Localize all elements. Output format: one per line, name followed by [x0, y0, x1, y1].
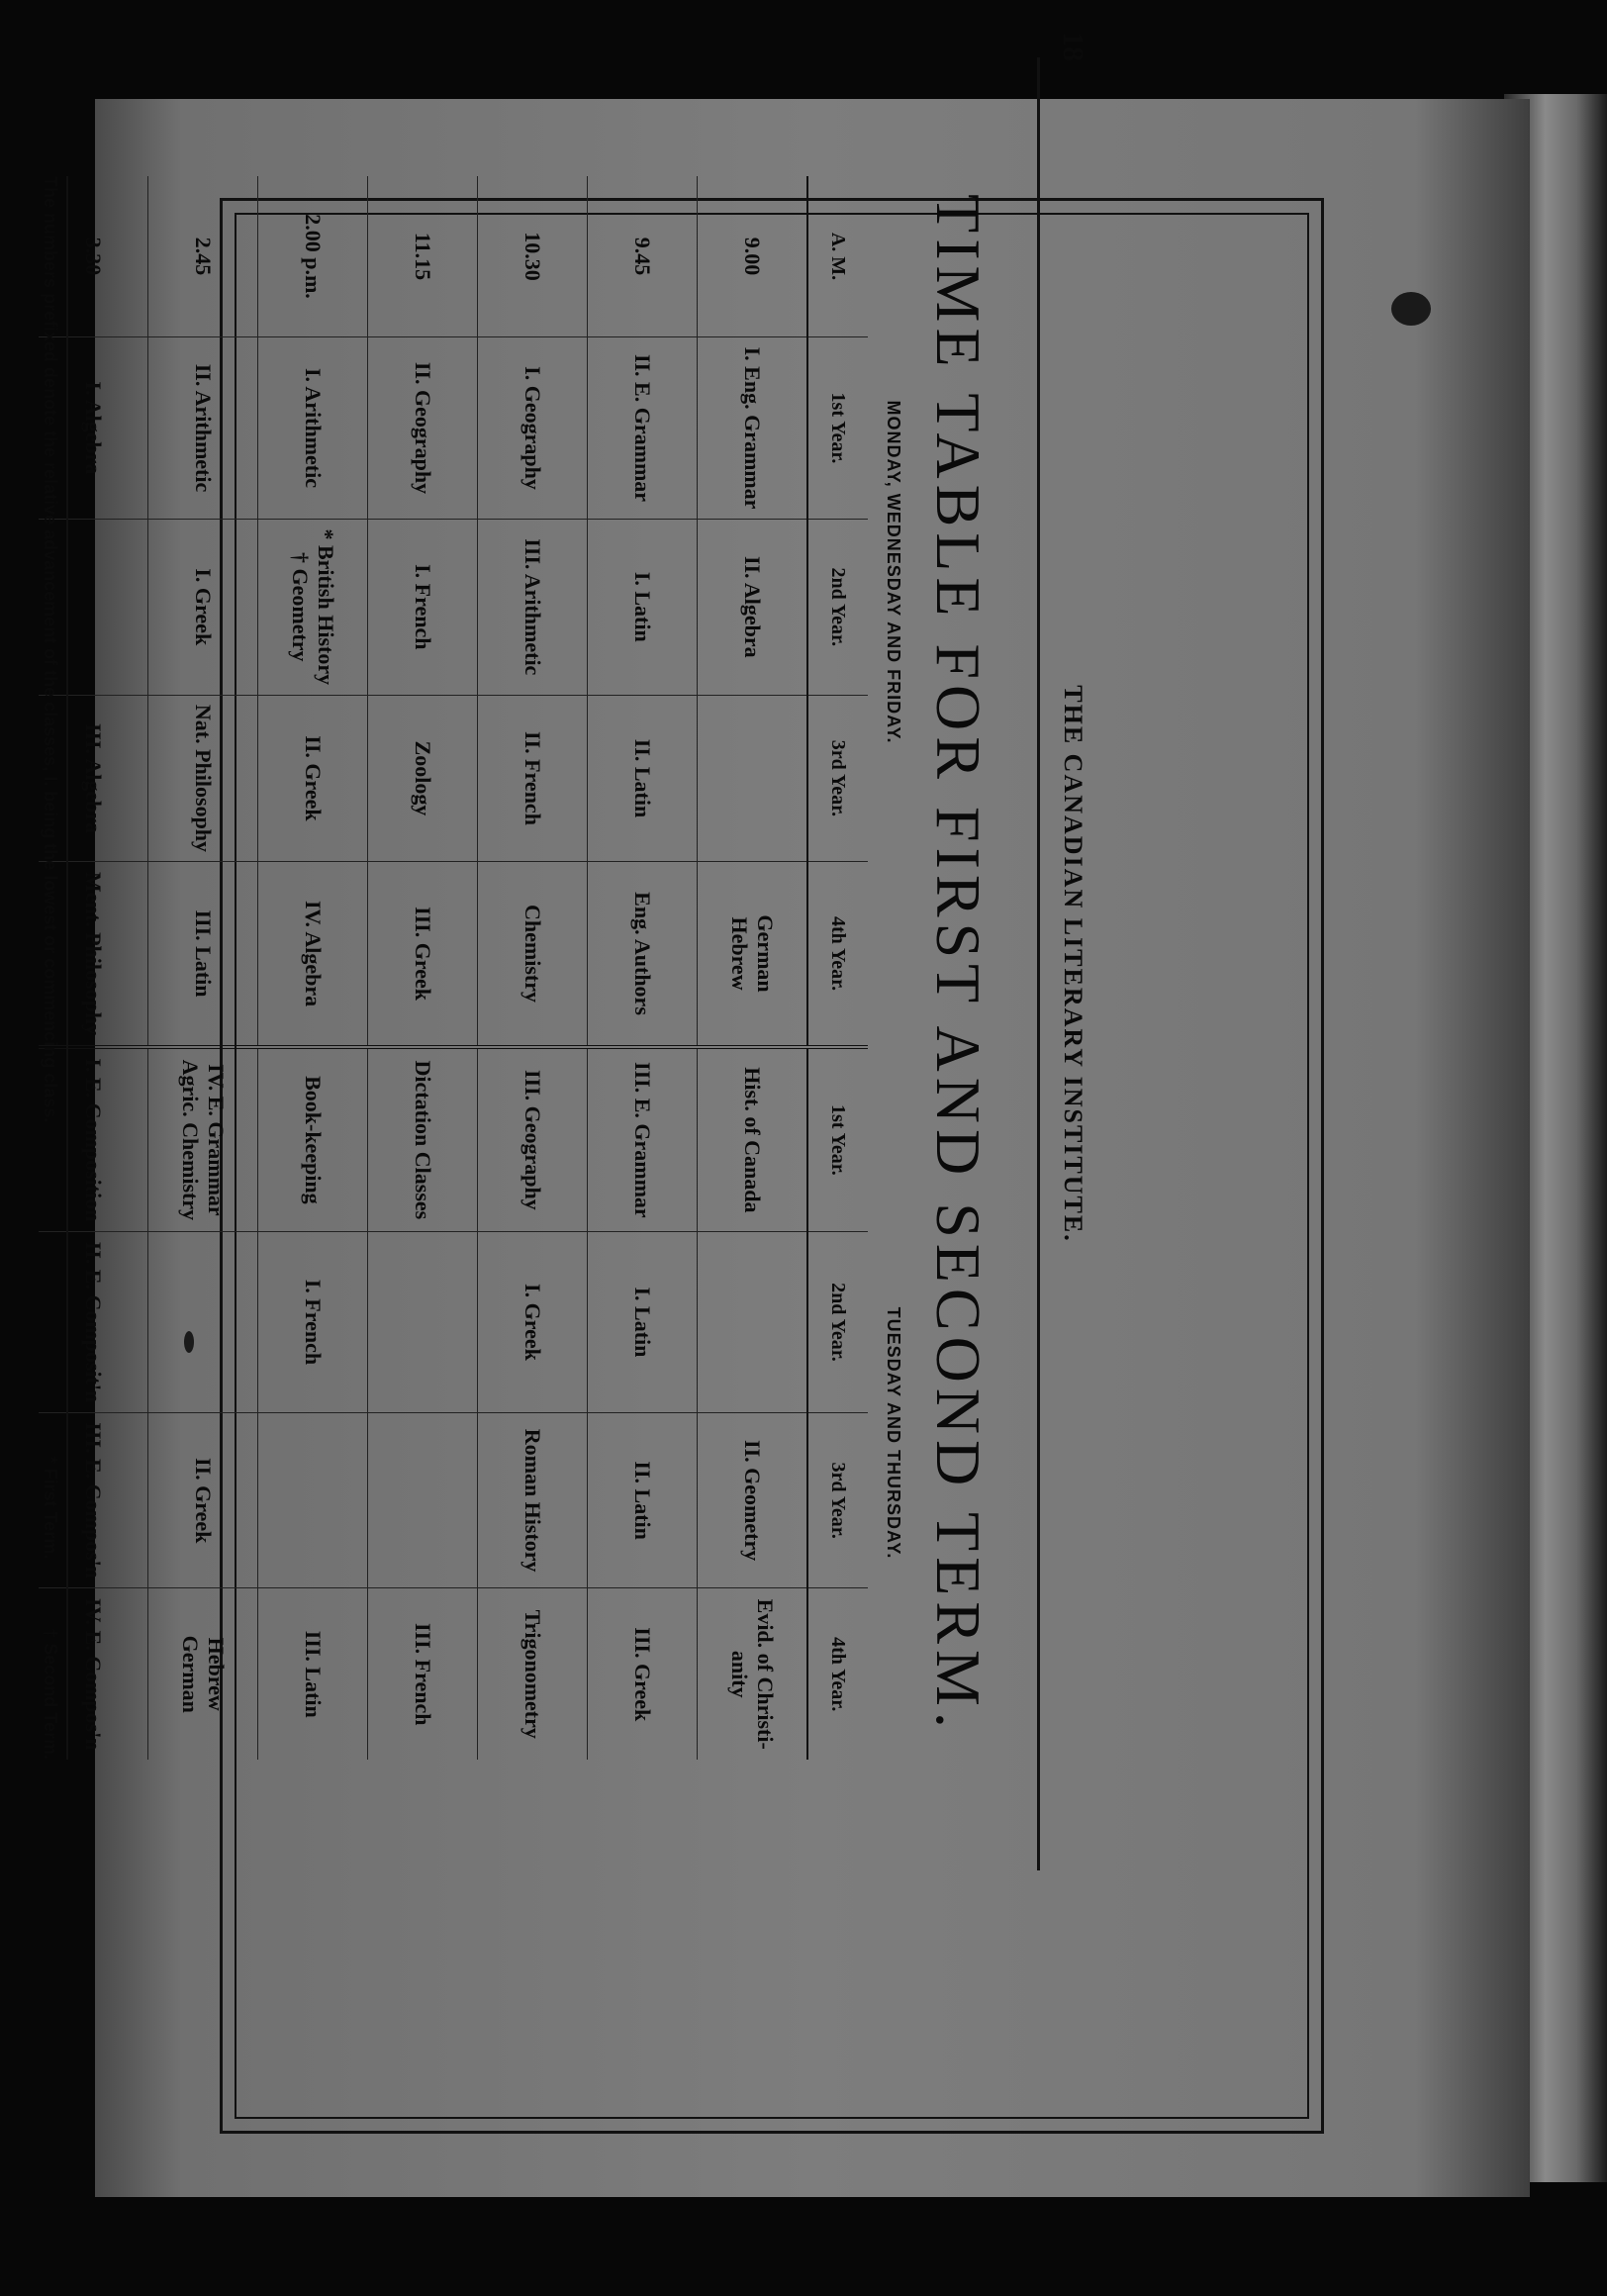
tt-class-cell: Evid. of Christi- anity [698, 1588, 808, 1760]
tt-class-cell: Trigonometry [478, 1588, 588, 1760]
mwf-col-header: 2nd Year. [807, 519, 868, 695]
tt-class-cell [368, 1232, 478, 1413]
table-row [698, 176, 808, 1760]
tt-class-cell: III. French [368, 1588, 478, 1760]
table-row [478, 176, 588, 1760]
footnote-first-term: * First Term. [41, 1456, 60, 1560]
tt-class-cell: I. Latin [588, 1232, 698, 1413]
days-label-mwf: MONDAY, WEDNESDAY AND FRIDAY. [884, 400, 903, 744]
ink-blot [1391, 292, 1431, 326]
tt-class-cell: Hebrew German [148, 1588, 258, 1760]
page-number: 18 [1057, 32, 1089, 61]
mwf-class-cell: I. Arithmetic [258, 337, 368, 520]
tt-class-cell: Book-keeping [258, 1047, 368, 1232]
mwf-class-cell: I. Latin [588, 519, 698, 695]
mwf-class-cell: III. Greek [368, 862, 478, 1047]
mwf-class-cell: IV. Algebra [258, 862, 368, 1047]
mwf-class-cell: III. Latin [148, 862, 258, 1047]
tt-class-cell: III. E. Compos'n [39, 1412, 148, 1588]
tt-class-cell: IV. E. Compos'n [39, 1588, 148, 1760]
tt-class-cell: Roman History [478, 1412, 588, 1588]
running-head: THE CANADIAN LITERARY INSTITUTE. [1059, 685, 1087, 1243]
tt-class-cell: I. Greek [478, 1232, 588, 1413]
time-cell: 11.15 [368, 176, 478, 337]
table-row [368, 176, 478, 1760]
footnote-rule [66, 176, 68, 1760]
tt-class-cell: III. Latin [258, 1588, 368, 1760]
mwf-class-cell: II. Arithmetic [148, 337, 258, 520]
tt-class-cell: Dictation Classes [368, 1047, 478, 1232]
tt-class-cell: III. E. Grammar [588, 1047, 698, 1232]
mwf-class-cell: German Hebrew [698, 862, 808, 1047]
tt-col-header: 2nd Year. [807, 1232, 868, 1413]
footnote [40, 176, 60, 1760]
table-row [148, 176, 258, 1760]
tt-class-cell: III. Geography [478, 1047, 588, 1232]
page-header [1042, 18, 1097, 1910]
days-label-tt: TUESDAY AND THURSDAY. [884, 1306, 903, 1560]
time-cell: 9.00 [740, 237, 766, 276]
time-cell: 2.45 [148, 176, 258, 337]
mwf-class-cell: I. Eng. Grammar [698, 337, 808, 520]
tt-class-cell [148, 1232, 258, 1413]
tt-class-cell [698, 1232, 808, 1413]
mwf-class-cell: II. Greek [258, 695, 368, 862]
tt-col-header: 3rd Year. [807, 1412, 868, 1588]
tt-class-cell: II. Greek [148, 1412, 258, 1588]
tt-col-header: 4th Year. [807, 1588, 868, 1760]
table-row [588, 176, 698, 1760]
mwf-col-header: 4th Year. [807, 862, 868, 1047]
time-cell: 3.30 [39, 176, 148, 337]
mwf-class-cell: I. Greek [148, 519, 258, 695]
mwf-class-cell: II. Algebra [698, 519, 808, 695]
mwf-class-cell: III. Algebra [39, 695, 148, 862]
mwf-col-header: 3rd Year. [807, 695, 868, 862]
time-cell: 2.00 p.m. [258, 176, 368, 337]
mwf-class-cell: Eng. Authors [588, 862, 698, 1047]
mwf-col-header: 1st Year. [807, 337, 868, 520]
mwf-class-cell: II. E. Grammar [588, 337, 698, 520]
mwf-class-cell: Zoology [368, 695, 478, 862]
header-row [807, 176, 868, 1760]
mwf-class-cell: Nat. Philosophy [148, 695, 258, 862]
mwf-class-cell: I. French [368, 519, 478, 695]
tt-class-cell [258, 1412, 368, 1588]
mwf-class-cell: III. Arithmetic [478, 519, 588, 695]
rotated-timetable-content [25, 18, 1097, 1910]
mwf-class-cell: Ment. Philosophy [39, 862, 148, 1047]
tt-class-cell: III. Greek [588, 1588, 698, 1760]
tt-class-cell: I. French [258, 1232, 368, 1413]
tt-class-cell: I. E. Composition [39, 1047, 148, 1232]
mwf-class-cell: II. French [478, 695, 588, 862]
table-row [258, 176, 368, 1760]
tt-col-header: 1st Year. [807, 1047, 868, 1232]
footnote-main: The numbers prefixed denote the relative advancement of the classes, I. being the lowest or commencing class. [41, 176, 60, 1123]
time-header: A. M. [807, 176, 868, 337]
mwf-class-cell: * British History † Geometry [258, 519, 368, 695]
tt-class-cell: Hist. of Canada [698, 1047, 808, 1232]
mwf-class-cell [698, 695, 808, 862]
tt-class-cell [368, 1412, 478, 1588]
time-cell: 9.45 [588, 176, 698, 337]
mwf-class-cell: Chemistry [478, 862, 588, 1047]
timetable [39, 176, 868, 1760]
tt-class-cell: II. Geometry [698, 1412, 808, 1588]
mwf-class-cell: II. Geography [368, 337, 478, 520]
header-rule [1037, 57, 1040, 1870]
timetable-title: TIME TABLE FOR FIRST AND SECOND TERM. [923, 194, 993, 1734]
mwf-class-cell: I. Algebra [39, 337, 148, 520]
tt-class-cell: IV. E. Grammar Agric. Chemistry [148, 1047, 258, 1232]
footnote-second-term: † Second Term. [41, 1628, 60, 1760]
tt-class-cell: II. Latin [588, 1412, 698, 1588]
time-cell: 10.30 [478, 176, 588, 337]
mwf-class-cell: I. Geography [478, 337, 588, 520]
tt-class-cell: II. E. Composit'n [39, 1232, 148, 1413]
mwf-class-cell: II. Latin [588, 695, 698, 862]
